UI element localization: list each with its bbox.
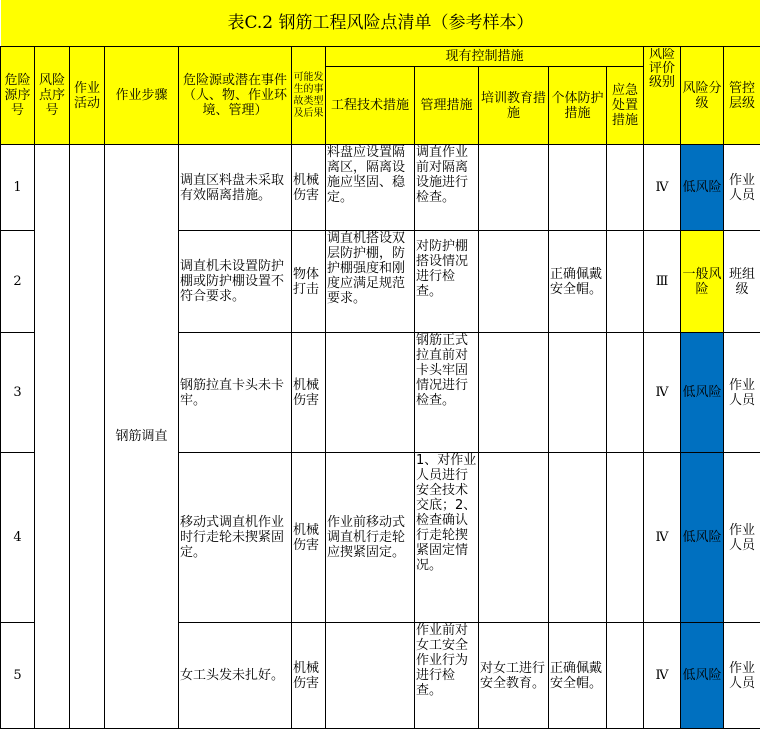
control-level-cell: 作业人员 <box>724 333 760 453</box>
training-cell <box>479 453 549 623</box>
control-level-cell: 作业人员 <box>724 623 760 729</box>
training-cell <box>479 231 549 333</box>
ppe-cell <box>549 145 607 231</box>
hazard-no: 4 <box>1 453 35 623</box>
header-eval-level: 风险评价级别 <box>644 47 681 145</box>
control-level-cell: 作业人员 <box>724 145 760 231</box>
risk-grade-cell: 一般风险 <box>681 231 724 333</box>
step-cell: 钢筋调直 <box>105 145 179 729</box>
ppe-cell <box>549 333 607 453</box>
header-controls: 现有控制措施 <box>326 47 644 67</box>
engineering-cell <box>326 333 415 453</box>
management-cell: 钢筋正式拉直前对卡头牢固情况进行检查。 <box>415 333 479 453</box>
header-engineering: 工程技术措施 <box>326 67 415 145</box>
table-row <box>1 145 760 231</box>
training-cell <box>479 333 549 453</box>
header-activity: 作业活动 <box>70 47 105 145</box>
eval-level-cell: Ⅲ <box>644 231 681 333</box>
emergency-cell <box>607 231 644 333</box>
eval-level-cell: Ⅳ <box>644 145 681 231</box>
hazard-no: 3 <box>1 333 35 453</box>
accident-type-cell: 机械伤害 <box>292 453 326 623</box>
header-hazard: 危险源或潜在事件（人、物、作业环境、管理） <box>179 47 292 145</box>
risk-grade-cell: 低风险 <box>681 333 724 453</box>
eval-level-cell: Ⅳ <box>644 333 681 453</box>
engineering-cell: 料盘应设置隔离区，隔离设施应坚固、稳定。 <box>326 145 415 231</box>
emergency-cell <box>607 623 644 729</box>
header-risk-grade: 风险分级 <box>681 47 724 145</box>
risk-point-no-cell <box>35 145 70 729</box>
header-emergency: 应急处置措施 <box>607 67 644 145</box>
ppe-cell: 正确佩戴安全帽。 <box>549 623 607 729</box>
management-cell: 对防护棚搭设情况进行检查。 <box>415 231 479 333</box>
hazard-no: 1 <box>1 145 35 231</box>
risk-grade-cell: 低风险 <box>681 145 724 231</box>
accident-type-cell: 机械伤害 <box>292 623 326 729</box>
control-level-cell: 班组级 <box>724 231 760 333</box>
header-control-level: 管控层级 <box>724 47 760 145</box>
management-cell: 作业前对女工安全作业行为进行检查。 <box>415 623 479 729</box>
management-cell: 调直作业前对隔离设施进行检查。 <box>415 145 479 231</box>
header-management: 管理措施 <box>415 67 479 145</box>
header-training: 培训教育措施 <box>479 67 549 145</box>
hazard-cell: 调直机未设置防护棚或防护棚设置不符合要求。 <box>179 231 292 333</box>
table-title: 表C.2 钢筋工程风险点清单（参考样本） <box>1 0 760 47</box>
emergency-cell <box>607 333 644 453</box>
ppe-cell: 正确佩戴安全帽。 <box>549 231 607 333</box>
activity-cell <box>70 145 105 729</box>
hazard-cell: 女工头发未扎好。 <box>179 623 292 729</box>
ppe-cell <box>549 453 607 623</box>
header-risk-point-no: 风险点序号 <box>35 47 70 145</box>
accident-type-cell: 物体打击 <box>292 231 326 333</box>
hazard-cell: 调直区料盘未采取有效隔离措施。 <box>179 145 292 231</box>
accident-type-cell: 机械伤害 <box>292 145 326 231</box>
header-accident-type: 可能发生的事故类型及后果 <box>292 47 326 145</box>
hazard-cell: 钢筋拉直卡头未卡牢。 <box>179 333 292 453</box>
risk-grade-cell: 低风险 <box>681 453 724 623</box>
training-cell: 对女工进行安全教育。 <box>479 623 549 729</box>
emergency-cell <box>607 145 644 231</box>
training-cell <box>479 145 549 231</box>
eval-level-cell: Ⅳ <box>644 453 681 623</box>
header-ppe: 个体防护措施 <box>549 67 607 145</box>
eval-level-cell: Ⅳ <box>644 623 681 729</box>
engineering-cell: 调直机搭设双层防护棚，防护棚强度和刚度应满足规范要求。 <box>326 231 415 333</box>
hazard-cell: 移动式调直机作业时行走轮未揳紧固定。 <box>179 453 292 623</box>
engineering-cell <box>326 623 415 729</box>
hazard-no: 5 <box>1 623 35 729</box>
header-step: 作业步骤 <box>105 47 179 145</box>
risk-grade-cell: 低风险 <box>681 623 724 729</box>
hazard-no: 2 <box>1 231 35 333</box>
engineering-cell: 作业前移动式调直机行走轮应揳紧固定。 <box>326 453 415 623</box>
management-cell: 1、对作业人员进行安全技术交底；2、检查确认行走轮揳紧固定情况。 <box>415 453 479 623</box>
header-hazard-no: 危险源序号 <box>1 47 35 145</box>
emergency-cell <box>607 453 644 623</box>
accident-type-cell: 机械伤害 <box>292 333 326 453</box>
control-level-cell: 作业人员 <box>724 453 760 623</box>
